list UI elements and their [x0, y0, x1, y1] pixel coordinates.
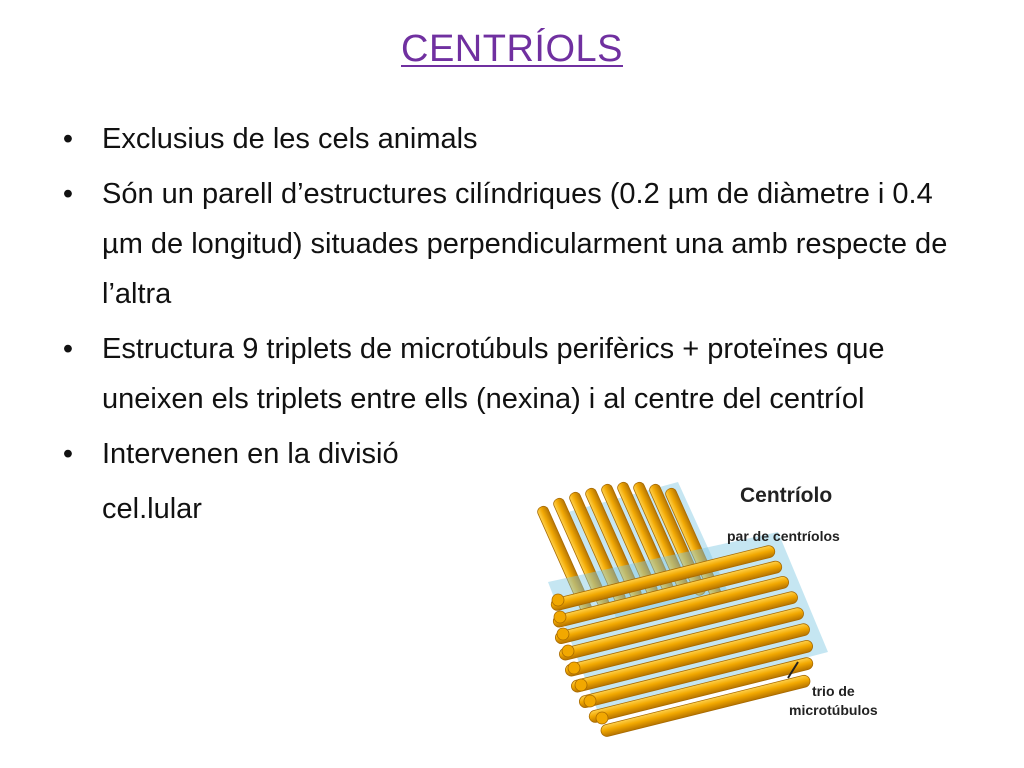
bullet-dot: • [62, 178, 74, 210]
figure-title: Centríolo [740, 484, 833, 507]
bullet-continuation-text: cel.lular [102, 493, 202, 525]
bullet-text: Estructura 9 triplets de microtúbuls perifèrics + proteïnes que uneixen els triplets entre ells (nexina) i al centre del centríol [102, 333, 885, 415]
bullet-item [55, 114, 975, 164]
figure-label-pair: par de centríolos [727, 528, 840, 544]
bullet-dot: • [62, 333, 74, 365]
slide-title: CENTRÍOLS [401, 28, 623, 70]
bullet-item [55, 169, 975, 319]
bullet-item [55, 324, 975, 424]
figure-label-trio-line1: trio de [811, 683, 855, 699]
figure-label-trio [789, 682, 878, 720]
bullet-text: Intervenen en la divisió [102, 438, 399, 470]
figure-label-trio-line2: microtúbulos [789, 702, 878, 718]
bullet-text: Exclusius de les cels animals [102, 123, 478, 155]
bullet-dot: • [62, 438, 74, 470]
bullet-dot: • [62, 123, 74, 155]
bullet-text: Són un parell d’estructures cilíndriques (0.2 µm de diàmetre i 0.4 µm de longitud) situades perpendicularment una amb respecte de l’altra [102, 178, 948, 310]
